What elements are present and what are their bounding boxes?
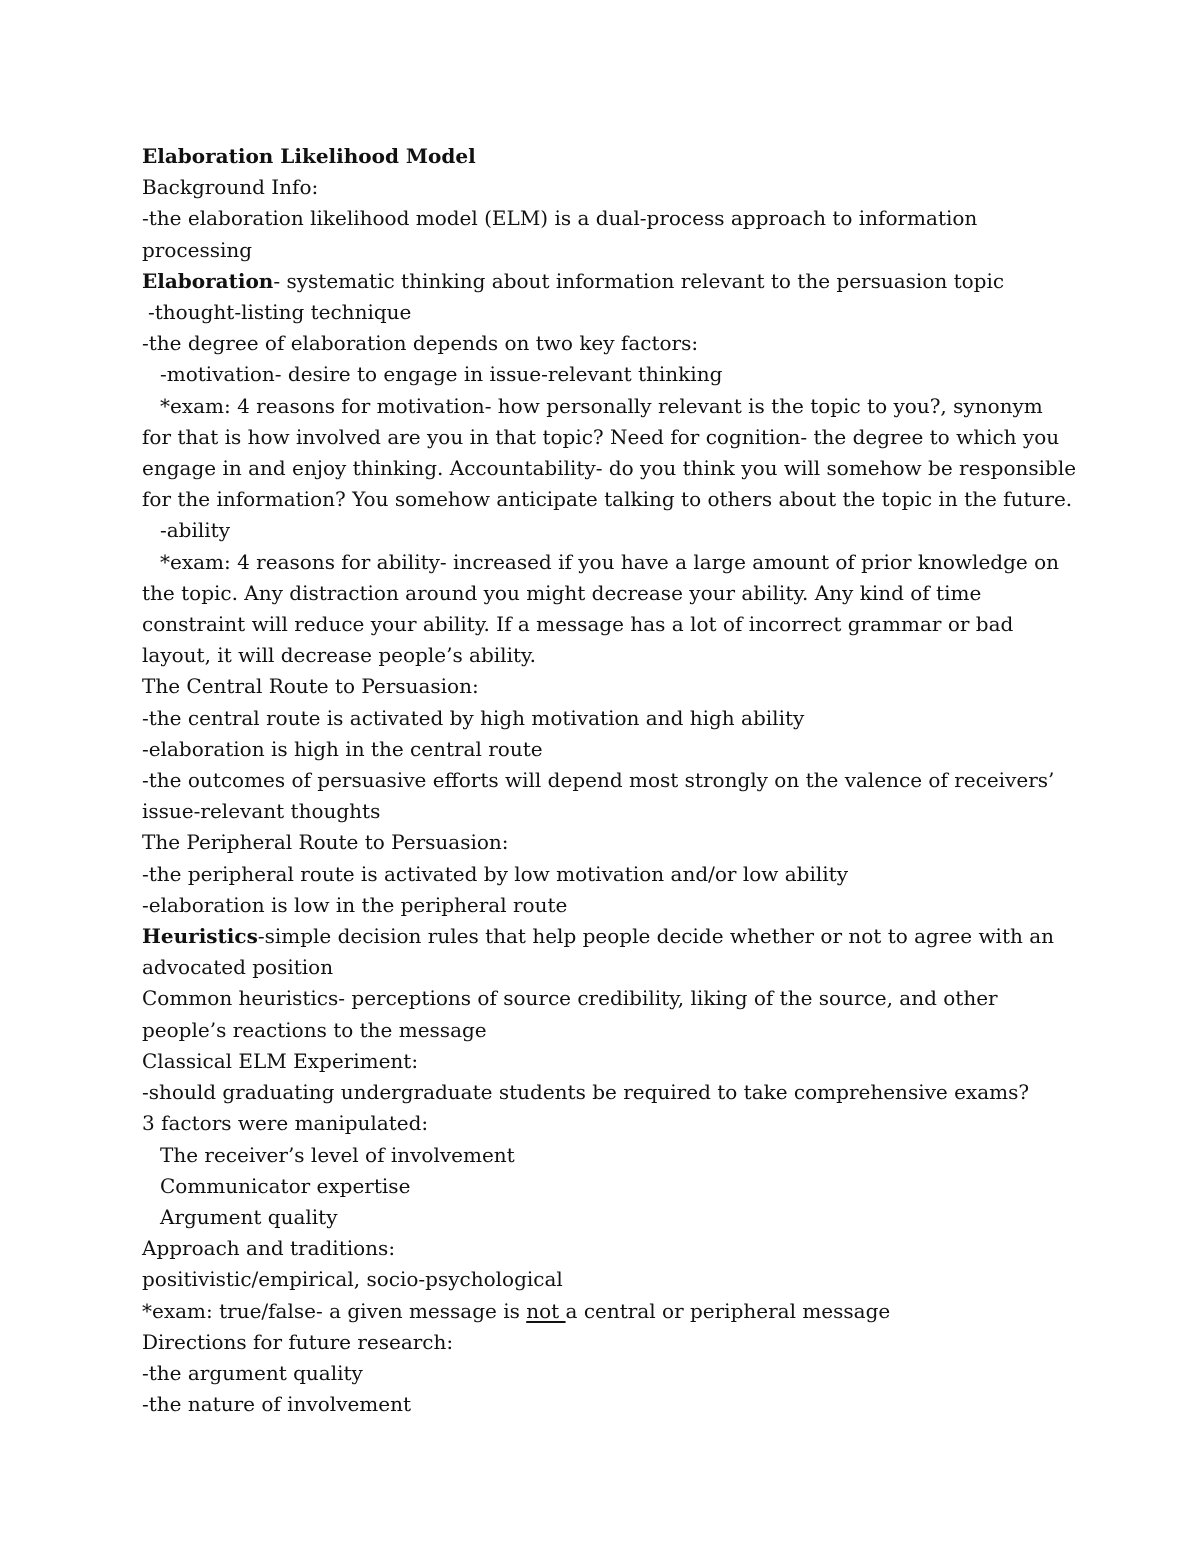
peripheral-route-heading: The Peripheral Route to Persuasion:	[142, 830, 509, 855]
central-route-item: -elaboration is high in the central route	[142, 736, 543, 761]
thought-listing-line: -thought-listing technique	[148, 300, 412, 325]
document-title: Elaboration Likelihood Model	[142, 144, 476, 168]
elaboration-term: Elaboration	[142, 268, 274, 293]
exam-true-false-note	[142, 1296, 1077, 1327]
degree-line: -the degree of elaboration depends on two key factors:	[142, 331, 699, 356]
central-route-item: -the central route is activated by high motivation and high ability	[142, 705, 805, 730]
factor-item: Argument quality	[160, 1204, 338, 1229]
directions-item: -the nature of involvement	[142, 1392, 412, 1417]
factor-item: The receiver’s level of involvement	[160, 1142, 515, 1167]
directions-item: -the argument quality	[142, 1360, 363, 1385]
peripheral-route-item: -elaboration is low in the peripheral route	[142, 892, 568, 917]
exam-ability-note	[142, 547, 1077, 672]
directions-heading: Directions for future research:	[142, 1329, 454, 1354]
exam-tf-suffix: a central or peripheral message	[565, 1298, 891, 1323]
document-body	[142, 141, 1077, 1420]
classical-experiment-heading: Classical ELM Experiment:	[142, 1048, 419, 1073]
factors-heading: 3 factors were manipulated:	[142, 1111, 429, 1136]
approach-heading: Approach and traditions:	[142, 1236, 396, 1261]
background-heading: Background Info:	[142, 175, 319, 200]
exam-motivation-text: *exam: 4 reasons for motivation- how personally relevant is the topic to you?, synonym for that is how involved are you in that topic? Need for cognition- the degree to which you engage in and enjoy thinking. Accountability- do you think you will somehow be responsible for the information? You somehow anticipate talking to others about the topic in the future.	[142, 393, 1077, 512]
classical-experiment-item: -should graduating undergraduate students be required to take comprehensive exams?	[142, 1080, 1030, 1105]
factor-item: Communicator expertise	[160, 1173, 411, 1198]
exam-tf-underlined: not	[526, 1298, 566, 1323]
heuristics-term: Heuristics	[142, 924, 258, 949]
elaboration-definition	[142, 266, 1077, 297]
exam-motivation-note	[142, 391, 1077, 516]
central-route-heading: The Central Route to Persuasion:	[142, 674, 479, 699]
central-route-item: -the outcomes of persuasive efforts will depend most strongly on the valence of receivers’ issue-relevant thoughts	[142, 768, 1055, 824]
elaboration-def-text: - systematic thinking about information relevant to the persuasion topic	[273, 268, 1005, 293]
ability-line: -ability	[160, 518, 231, 543]
peripheral-route-item: -the peripheral route is activated by low motivation and/or low ability	[142, 861, 848, 886]
exam-ability-text: *exam: 4 reasons for ability- increased if you have a large amount of prior knowledge on the topic. Any distraction around you might decrease your ability. Any kind of time constraint will reduce your ability. If a message has a lot of incorrect grammar or bad layout, it will decrease people’s ability.	[142, 549, 1060, 668]
exam-tf-prefix: *exam: true/false- a given message is	[142, 1298, 527, 1323]
approach-item: positivistic/empirical, socio-psychological	[142, 1267, 563, 1292]
background-line: -the elaboration likelihood model (ELM) is a dual-process approach to information processing	[142, 206, 984, 262]
heuristics-definition	[142, 921, 1077, 983]
motivation-line: -motivation- desire to engage in issue-relevant thinking	[160, 362, 723, 387]
heuristics-def-text: -simple decision rules that help people decide whether or not to agree with an advocated position	[142, 924, 1055, 980]
common-heuristics-line: Common heuristics- perceptions of source credibility, liking of the source, and other people’s reactions to the message	[142, 986, 998, 1042]
